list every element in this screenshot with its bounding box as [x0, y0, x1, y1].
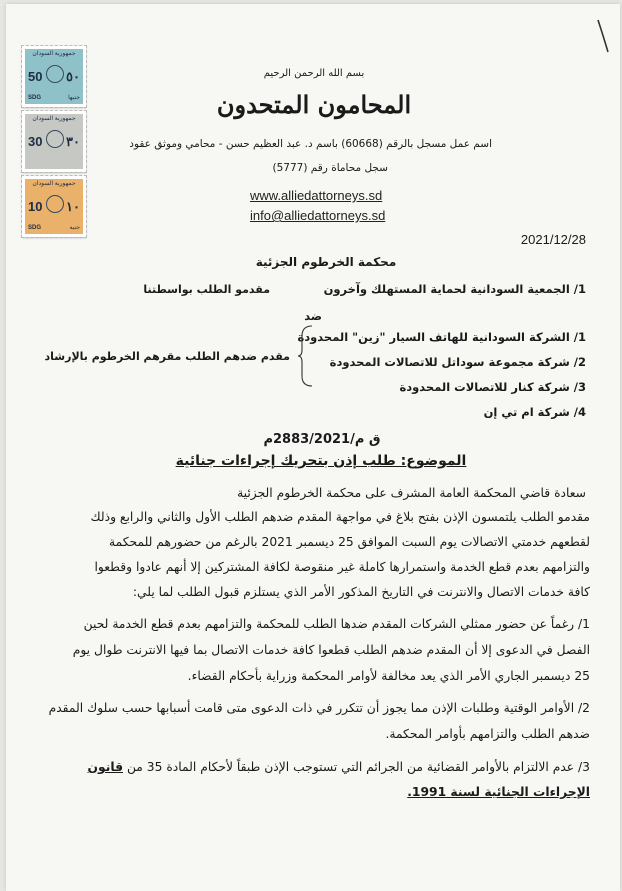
- intro-line: لقطعهم خدمتي الاتصالات يوم السبت الموافق 25 ديسمبر 2021 بالرغم من حضورهم للمحكمة: [109, 535, 590, 549]
- revenue-stamp-30: [22, 111, 86, 172]
- pen-stroke-mark: [596, 18, 610, 54]
- stamp-header: جمهورية السودان: [32, 51, 76, 57]
- revenue-stamp-10: [22, 176, 86, 237]
- applicants: 1/ الجمعية السودانية لحماية المستهلك وآخرون: [323, 282, 586, 296]
- respondent-4: 4/ شركة ام تي إن: [483, 405, 586, 419]
- intro-line: كافة خدمات الاتصال والانترنت في التاريخ المذكور الأمر الذي يستلزم قبول الطلب لما يلي:: [132, 585, 590, 599]
- stamp-value-arabic: ١٠: [66, 199, 80, 214]
- subject-line: الموضوع: طلب إذن بتحريك إجراءات جنائية: [175, 453, 467, 469]
- email-link[interactable]: info@alliedattorneys.sd: [250, 208, 386, 223]
- revenue-stamps: [18, 46, 96, 241]
- website-link[interactable]: www.alliedattorneys.sd: [250, 188, 383, 203]
- respondents-role: مقدم ضدهم الطلب مقرهم الخرطوم بالإرشاد: [44, 350, 290, 363]
- stamp-value-arabic: ٥٠: [66, 69, 80, 84]
- basmala: بسم الله الرحمن الرحيم: [263, 68, 365, 79]
- bracket-icon: [298, 324, 314, 388]
- stamp-value: 50: [28, 69, 43, 84]
- point-2-line: 2/ الأوامر الوقتية وطلبات الإذن مما يجوز أن تتكرر في ذات الدعوى متى قامت أسبابها حسب سلوك المقدم: [48, 701, 590, 715]
- firm-name: المحامون المتحدون: [216, 90, 412, 119]
- document-date: 2021/12/28: [520, 232, 586, 247]
- stamp-emblem-icon: [46, 195, 64, 213]
- stamp-currency-arabic: جنيها: [68, 95, 80, 101]
- stamp-currency: SDG: [28, 225, 42, 231]
- intro-line: والتزامهم بعدم قطع الخدمة واستمرارها كاملة غير منقوصة لكافة المشتركين إلا أنهم عادوا وقطعوا: [94, 560, 590, 574]
- versus-label: ضد: [304, 309, 322, 323]
- revenue-stamp-50: [22, 46, 86, 107]
- stamp-header: جمهورية السودان: [32, 116, 76, 122]
- stamp-value-arabic: ٣٠: [66, 134, 80, 149]
- point-1-line: 25 ديسمبر الجاري الأمر الذي يعد مخالفة لأوامر المحكمة وزراية بأحكام القضاء.: [187, 669, 590, 683]
- stamp-currency: SDG: [28, 95, 42, 101]
- point-1-line: الفصل في الدعوى إلا أن المقدم ضدهم الطلب قطعوا كافة خدمات الاتصال بما فيها الانترنت طوال يوم: [72, 643, 590, 657]
- stamp-emblem-icon: [46, 65, 64, 83]
- stamp-emblem-icon: [46, 130, 64, 148]
- case-number: ق م/2883/2021م: [263, 432, 381, 447]
- point-1-line: 1/ رغماً عن حضور ممثلي الشركات المقدم ضدها الطلب للمحكمة والتزامهم بعدم قطع الخدمة لحين: [83, 617, 590, 631]
- point-3-text: 3/ عدم الالتزام بالأوامر القضائية من الجرائم التي تستوجب الإذن طبقاً لأحكام المادة 35 من: [123, 760, 590, 774]
- respondent-2: 2/ شركة مجموعة سوداتل للاتصالات المحدودة: [329, 355, 586, 369]
- law-reference-line: الإجراءات الجنائية لسنة 1991.: [407, 785, 590, 799]
- stamp-header: جمهورية السودان: [32, 181, 76, 187]
- document-page: [6, 4, 620, 891]
- firm-registration: اسم عمل مسجل بالرقم (60668) باسم د. عبد العظيم حسن - محامي وموثق عقود: [129, 138, 492, 150]
- point-2-line: ضدهم الطلب والتزامهم بأوامر المحكمة.: [385, 727, 590, 741]
- respondent-1: 1/ الشركة السودانية للهاتف السيار "زين" المحدودة: [297, 330, 586, 344]
- law-reference: قانون: [87, 760, 124, 774]
- stamp-currency-arabic: جنيه: [69, 225, 80, 231]
- bar-register: سجل محاماة رقم (5777): [272, 162, 388, 174]
- applicants-role: مقدمو الطلب بواسطتنا: [143, 283, 270, 296]
- stamp-value: 30: [28, 134, 43, 149]
- intro-line: مقدمو الطلب يلتمسون الإذن بفتح بلاغ في مواجهة المقدم ضدهم الطلب الأول والثاني والرابع وذلك: [90, 510, 590, 524]
- court-name: محكمة الخرطوم الجزئية: [255, 255, 397, 269]
- point-3-line: [88, 760, 590, 774]
- stamp-value: 10: [28, 199, 43, 214]
- respondent-3: 3/ شركة كنار للاتصالات المحدودة: [399, 380, 586, 394]
- salutation: سعادة قاضي المحكمة العامة المشرف على محكمة الخرطوم الجزئية: [237, 486, 586, 500]
